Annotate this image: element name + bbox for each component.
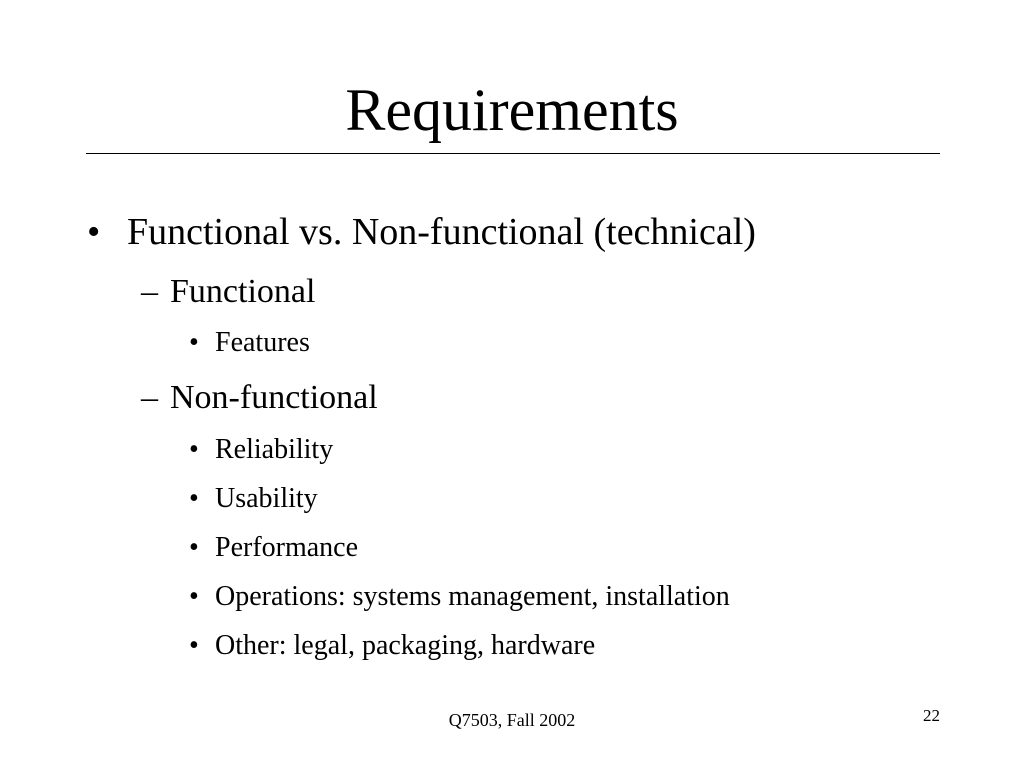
bullet-marker: • [189,327,199,358]
list-item-text: Reliability [215,434,334,465]
bullet-marker: • [189,483,199,514]
sub-bullet-text: Non-functional [170,379,378,416]
list-item-text: Operations: systems management, installation [215,581,730,612]
page-number: 22 [923,706,940,725]
bullet-text: Functional vs. Non-functional (technical) [127,211,756,253]
slide-title: Requirements [345,77,679,143]
list-item-text: Usability [215,483,318,514]
bullet-marker: • [189,434,199,465]
title-divider [86,153,940,154]
bullet-marker: • [189,630,199,661]
bullet-marker: • [189,581,199,612]
footer-course: Q7503, Fall 2002 [448,710,576,730]
sub-bullet-text: Functional [170,273,316,310]
list-item-text: Features [215,327,310,358]
bullet-marker: • [189,532,199,563]
list-item-text: Performance [215,532,359,563]
dash-marker: – [141,379,158,416]
bullet-marker: • [87,211,101,253]
list-item-text: Other: legal, packaging, hardware [215,630,596,661]
dash-marker: – [141,273,158,310]
